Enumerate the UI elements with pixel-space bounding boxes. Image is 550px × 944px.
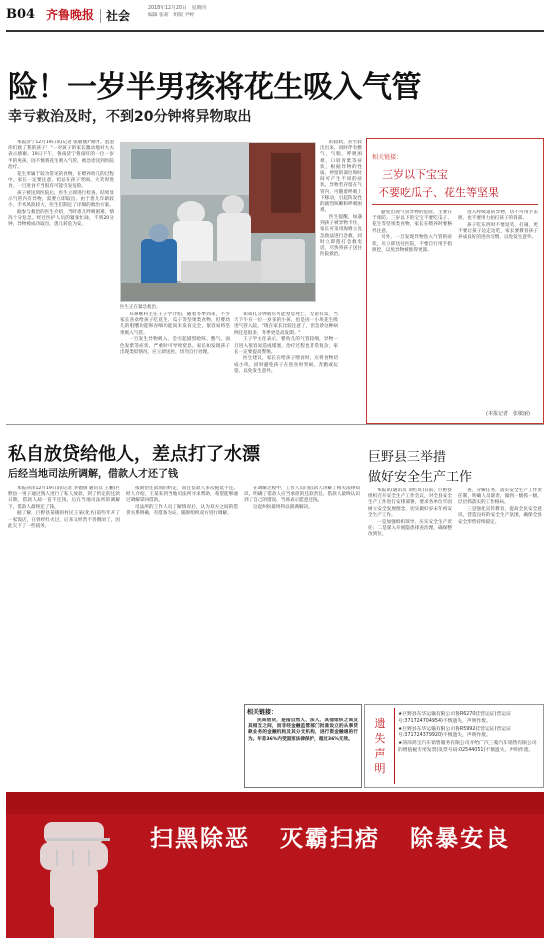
paragraph: 孩子吃东西时不要逗笑、打闹，更不要让孩子边走边吃，家长要教育孩子养成良好的进食习惯，以免发生意外。 bbox=[458, 222, 538, 241]
main-article-col4 bbox=[320, 140, 362, 420]
slogan-3: 除暴安良 bbox=[410, 825, 511, 852]
paragraph: 三是强化宣传教育，提高全民安全意识，营造良好的安全生产氛围，确保全县安全形势持续稳定。 bbox=[458, 507, 542, 525]
paragraph: 司法所的工作人员了解情况后，认为双方之间的借贷关系明确，有借条为证，随即组织双方进行调解。 bbox=[126, 505, 238, 517]
sidebar-col2 bbox=[458, 210, 538, 406]
main-article-col2 bbox=[120, 312, 230, 420]
paragraph: 在调解过程中，工作人员向借款人讲解了相关法律知识，明确了借款人应当承担的还款责任，借款人最终认识到了自己的错误，当场表示愿意还钱。 bbox=[244, 486, 360, 504]
header-meta bbox=[148, 5, 206, 19]
related-link-tag: 相关链接： bbox=[372, 154, 403, 161]
paragraph: 本报讯(通讯员 刘红旺)日前，巨野县组织召开安全生产工作会议，对全县安全生产工作进行安排部署，要求各单位牢固树立安全发展理念，切实做好岁末年初安全生产工作。 bbox=[368, 488, 452, 518]
fist-emblem-icon bbox=[6, 792, 544, 938]
newspaper-logo: 齐鲁晚报 bbox=[46, 8, 95, 22]
page-number: B04 bbox=[6, 7, 36, 22]
banner-slogans bbox=[150, 820, 510, 853]
paragraph: 医生提醒，如遇到孩子被异物卡住，家长可采用海姆立克急救法进行急救，同时立即拨打急救电话，尽快将孩子送往医院救治。 bbox=[320, 214, 362, 258]
slogan-2: 灭霸扫痞 bbox=[280, 825, 381, 852]
paragraph: 避免出现气管异物的危险，主要在于预防，三岁以下的宝宝不要吃瓜子、花生等坚果类食物，家长在喂养时要格外注意。 bbox=[372, 210, 452, 234]
paragraph: 的较软，甚至较出出来，同时伴有憋气、气喘，呼吸困难，口唇青紫等症状，根据异物的性质、停留的部位和时间可产生不同的症状。异物若存留在气管内，可随着呼吸上下移动，引起阵发性的剧烈咳嗽和呼吸困难。 bbox=[320, 140, 362, 214]
paragraph: 查，分解任务，落实安全生产工作责任制，明确人员职责，做到一级抓一级、层层抓落实的工作格局。 bbox=[458, 488, 542, 506]
main-article-col1 bbox=[8, 140, 114, 420]
paragraph: 这起纠纷最终得以圆满解决。 bbox=[253, 505, 313, 511]
related-link-title-line2: 不要吃瓜子、花生等坚果 bbox=[378, 186, 499, 199]
paragraph: 耳鼻喉科主任王子学介绍，随着冬季到来，不少家长喜欢给孩子吃花生、瓜子等坚果类食物，但婴幼儿的咀嚼功能和吞咽功能尚未发育完全，很容易将坚果吸入气管。 bbox=[120, 312, 230, 336]
third-headline-line1: 巨野县三举措 bbox=[368, 450, 447, 465]
lost-notice-label: 遗失声明 bbox=[374, 717, 386, 775]
related-link-rule bbox=[372, 204, 538, 205]
paragraph: 一是加强组织领导，压实安全生产责任；二是深入开展隐患排查治理，确保整改到位。 bbox=[368, 519, 452, 537]
paragraph: 据参与救治的医生介绍，当时患儿呼吸困难，情况十分危急。经过医护人员的紧张忙碌，不到20分钟，异物被成功取出，患儿转危为安。 bbox=[8, 209, 114, 228]
related-link-title-line1: 三岁以下宝宝 bbox=[382, 168, 448, 181]
paragraph: 医生建议，家长在给孩子喂食时，应将食物切成小块，同时避免孩子在进食时哭闹、奔跑或玩耍，以免发生意外。 bbox=[234, 356, 338, 374]
paragraph: 按期偿还款项的约定，而且借款人多次拖延不还。经人介绍，王某来到当地司法所寻求帮助，希望能够通过调解拿回借款。 bbox=[126, 486, 238, 504]
photo-caption: 医生正在紧急救治。 bbox=[120, 305, 161, 310]
second-subhead: 后经当地司法所调解，借款人才还了钱 bbox=[8, 469, 178, 480]
legal-note-title: 相关链接： bbox=[247, 709, 278, 716]
main-subhead: 幸亏救治及时，不到20分钟将异物取出 bbox=[8, 109, 252, 125]
second-headline: 私自放贷给他人，差点打了水漂 bbox=[8, 444, 260, 465]
paragraph: 民间借贷，是指自然人、法人、其他组织之间及其相互之间，而非经金融监管部门批准设立的从事贷款业务的金融机构及其分支机构，进行资金融通的行为。年息36%内受国家法律保护，超过36%无效。 bbox=[248, 718, 358, 742]
paragraph: 孩子被送到医院后，医生立即进行检查，结果显示气管内有异物，需要立即取出。由于患儿年龄较小，手术风险较大，医生们制定了详细的救治方案。 bbox=[8, 190, 114, 209]
third-headline-line2: 做好安全生产工作 bbox=[368, 470, 473, 485]
lost-notice-divider bbox=[394, 708, 395, 784]
paragraph: 本报菏泽12月19日讯(记者 李德锦 通讯员 王鹏)巨野县一男子通过熟人进行了私人放款，到了约定的还款日期，借款人却一直不还钱，后在当地司法所的调解下，借款人最终还了钱。 bbox=[8, 486, 120, 510]
header-rule bbox=[6, 30, 544, 32]
second-article-col1 bbox=[8, 486, 120, 786]
paragraph: 一旦发生异物吸入，会引起剧烈呛咳、憋气、面色发紫等症状，严重时可导致窒息。家长如发现孩子出现类似情况，应立即送医，切勿自行处理。 bbox=[120, 337, 230, 355]
paragraph: 本报济宁12月19日讯(记者 张敏丽)"刚才，泡泡你们救了我的孩子！"一对孩子的家长激动地对大夫表示感谢。19日下午，鲁南济宁鲁南旺的一位一岁半的男孩，因不慎将花生吸入气管，被急诊送到医院治疗。 bbox=[8, 140, 114, 170]
anti-crime-banner bbox=[6, 792, 544, 938]
second-article-col3 bbox=[244, 486, 360, 700]
sidebar-byline: (本报记者 张敏丽) bbox=[486, 411, 530, 417]
header-staff: 编辑 张莉 组版 尹婷 bbox=[148, 13, 195, 18]
main-headline: 险！一岁半男孩将花生吸入气管 bbox=[8, 70, 421, 105]
header-date: 2018年12月20日 星期四 bbox=[148, 6, 206, 11]
sidebar-col1 bbox=[372, 210, 452, 406]
lost-notice-item: ★巨野县东华运输有限公司鲁R5992挂营运证(营运证号:371724379920)不慎遗失，声明作废。 bbox=[398, 726, 511, 739]
second-article-col2 bbox=[126, 486, 238, 786]
news-photo bbox=[120, 142, 316, 302]
lost-notice-list bbox=[398, 712, 540, 756]
lost-notice-item: ★巨野县东华运输有限公司鲁R6270挂营运证(营运证号:371724704954)不慎遗失，声明作废。 bbox=[398, 712, 511, 724]
section-name: 社会 bbox=[106, 9, 131, 23]
paragraph: 花生米属于较为常见的食物，在喂养幼儿的过程中，家长一定要注意，切忌在孩子哭闹、大笑时进食，一旦进食不当很有可能引发危险。 bbox=[8, 171, 114, 189]
paragraph: 知知孔分钟就有可能窒息死亡，无论有需，当天下午在一位一岁多的小孩，也是因一小块花生吸进气管入院。"现在家长比较注意了，但急诊这种病例还是很多，冬季更是高发期。" bbox=[234, 312, 338, 336]
slogan-1: 扫黑除恶 bbox=[150, 825, 250, 852]
photo-illustration bbox=[121, 143, 316, 302]
legal-note-text bbox=[248, 718, 358, 784]
third-article-col1 bbox=[368, 488, 452, 698]
header-divider bbox=[100, 9, 101, 23]
section-divider bbox=[6, 424, 544, 425]
paragraph: 王子学主任表示，婴幼儿的气管较细，异物一旦进入很容易造成堵塞，治疗过程也非常复杂，家长一定要提高警惕。 bbox=[234, 337, 338, 355]
paragraph: 另外，一旦发现异物进入气管的症状，应立即送往医院，不要自行用手指抠挖，以免异物被推得更深。 bbox=[372, 235, 452, 253]
paragraph: 据了解，巨野县某镇的村民王某(化名)前些年开了一家饭店，在曾经红火过，后来又经营不善倒闭了，因此欠下了一些债务。 bbox=[8, 511, 120, 529]
third-article-col2 bbox=[458, 488, 542, 698]
paragraph: 进入呼吸道的异物，切不可用手去抠，也不要用力拍打孩子的背部。 bbox=[458, 210, 538, 222]
lost-notice-item: ★菏泽鸿宝汽车销售服务有限公司开给广汽三菱汽车销售有限公司的增值税专用发票(发票号码:02544051)不慎遗失，声明作废。 bbox=[398, 741, 537, 753]
